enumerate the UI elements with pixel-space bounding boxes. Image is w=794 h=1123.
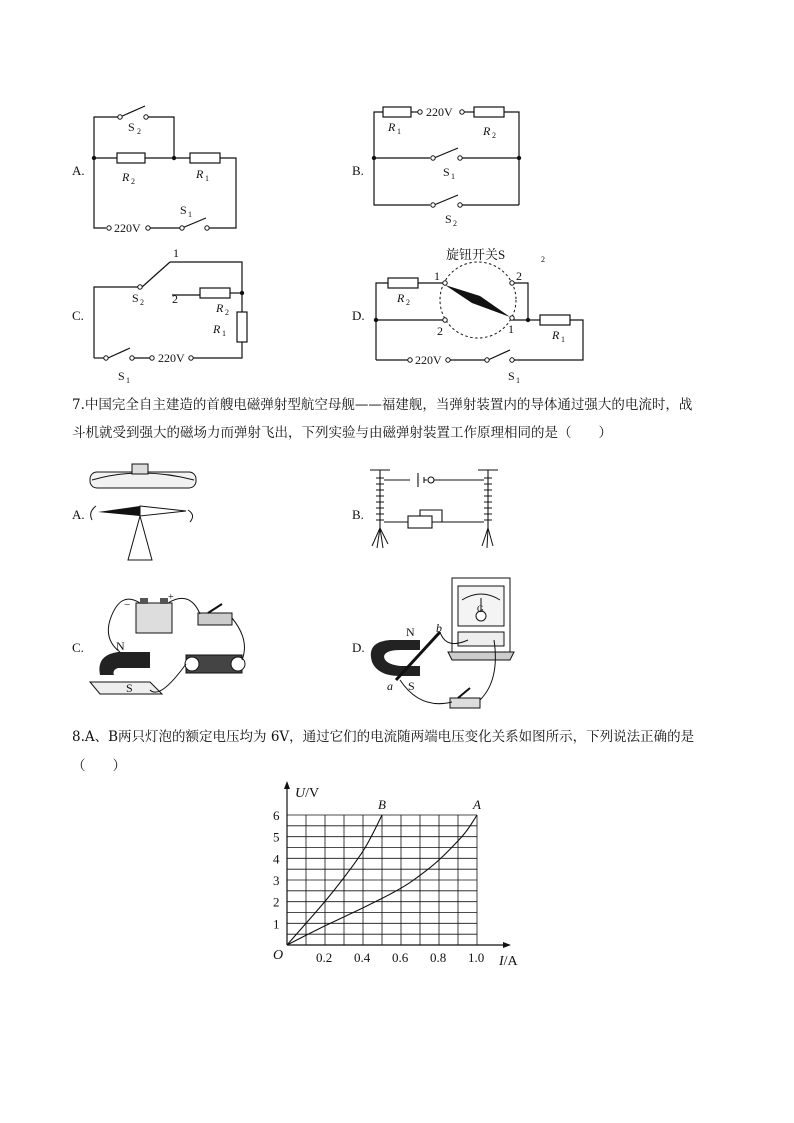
svg-text:a: a	[387, 679, 393, 693]
svg-text:2: 2	[137, 127, 141, 136]
svg-text:1: 1	[451, 172, 455, 181]
svg-text:R: R	[552, 328, 560, 342]
svg-text:1: 1	[434, 269, 440, 283]
svg-text:R: R	[213, 322, 221, 336]
svg-text:220V: 220V	[158, 351, 185, 365]
y-tick-label: 3	[273, 873, 280, 888]
series-label-b: B	[378, 797, 386, 812]
y-tick-label: 4	[273, 851, 280, 867]
x-axis-arrow	[503, 942, 511, 948]
svg-text:R: R	[483, 124, 491, 138]
svg-text:1: 1	[205, 174, 209, 183]
series-label-a: A	[473, 797, 481, 812]
svg-text:2: 2	[437, 324, 443, 338]
q7-option-a-label: A.	[72, 507, 85, 522]
svg-text:S: S	[126, 681, 133, 695]
svg-text:2: 2	[492, 131, 496, 140]
x-tick-label: 0.4	[354, 950, 371, 965]
svg-text:S: S	[443, 165, 450, 179]
svg-text:S: S	[180, 203, 187, 217]
x-tick-label: 0.2	[316, 950, 333, 965]
svg-text:1: 1	[188, 210, 192, 219]
y-tick-label: 2	[273, 894, 280, 910]
q7-option-c-label: C.	[72, 640, 84, 655]
svg-text:2: 2	[140, 298, 144, 307]
svg-text:G: G	[477, 604, 484, 614]
option-d-label: D.	[352, 308, 365, 323]
question-7-line-1: 7.中国完全自主建造的首艘电磁弹射型航空母舰——福建舰，当弹射装置内的导体通过强大的电流时，战	[72, 397, 693, 413]
svg-text:2: 2	[406, 298, 410, 307]
svg-text:S: S	[408, 679, 415, 693]
svg-text:b: b	[436, 621, 442, 635]
x-tick-label: 1.0	[468, 950, 485, 965]
x-tick-label: 0.8	[430, 950, 447, 965]
svg-text:1: 1	[561, 335, 565, 344]
svg-text:S: S	[508, 369, 515, 383]
option-b-label: B.	[352, 163, 364, 178]
svg-text:R: R	[388, 120, 396, 134]
y-axis-arrow	[284, 781, 290, 789]
svg-text:2: 2	[516, 269, 522, 283]
svg-text:1: 1	[397, 127, 401, 136]
svg-text:R: R	[397, 291, 405, 305]
svg-text:1: 1	[508, 322, 514, 336]
svg-text:2: 2	[172, 292, 178, 306]
svg-text:1: 1	[222, 329, 226, 338]
svg-text:2: 2	[541, 255, 545, 264]
question-8-line-1: 8.A、B两只灯泡的额定电压均为 6V，通过它们的电流随两端电压变化关系如图所示，下列说法正确的是	[72, 729, 695, 745]
y-tick-label: 5	[273, 829, 280, 845]
svg-text:1: 1	[126, 376, 130, 385]
svg-text:N: N	[116, 639, 125, 653]
question-7-line-2: 斗机就受到强大的磁场力而弹射飞出，下列实验与由磁弹射装置工作原理相同的是（ ）	[72, 425, 612, 441]
svg-text:N: N	[406, 625, 415, 639]
question-8-line-2: （ ）	[72, 758, 126, 774]
y-tick-label: 1	[273, 916, 280, 932]
svg-text:220V: 220V	[426, 105, 453, 119]
q7-option-b-label: B.	[352, 507, 364, 522]
svg-text:220V: 220V	[415, 353, 442, 367]
y-tick-label: 6	[273, 808, 280, 823]
svg-text:2: 2	[453, 219, 457, 228]
svg-text:S: S	[445, 212, 452, 226]
svg-text:2: 2	[131, 177, 135, 186]
svg-text:S: S	[118, 369, 125, 383]
svg-text:+: +	[168, 592, 174, 603]
svg-text:−: −	[124, 599, 131, 611]
svg-text:R: R	[196, 167, 204, 181]
q7-option-d-label: D.	[352, 640, 365, 655]
svg-text:S: S	[132, 291, 139, 305]
x-axis-label: I/A	[499, 954, 518, 969]
svg-text:1: 1	[173, 246, 179, 260]
a-s2: S	[128, 120, 135, 134]
svg-text:1: 1	[516, 376, 520, 385]
option-a-label: A.	[72, 163, 85, 178]
svg-text:220V: 220V	[114, 221, 141, 235]
origin-label: O	[273, 948, 284, 963]
option-c-label: C.	[72, 308, 84, 323]
x-tick-label: 0.6	[392, 950, 409, 965]
y-axis-label: U/V	[295, 786, 320, 801]
svg-text:旋钮开关S: 旋钮开关S	[446, 247, 506, 262]
svg-text:2: 2	[225, 308, 229, 317]
svg-text:R: R	[122, 170, 130, 184]
svg-text:R: R	[216, 301, 224, 315]
